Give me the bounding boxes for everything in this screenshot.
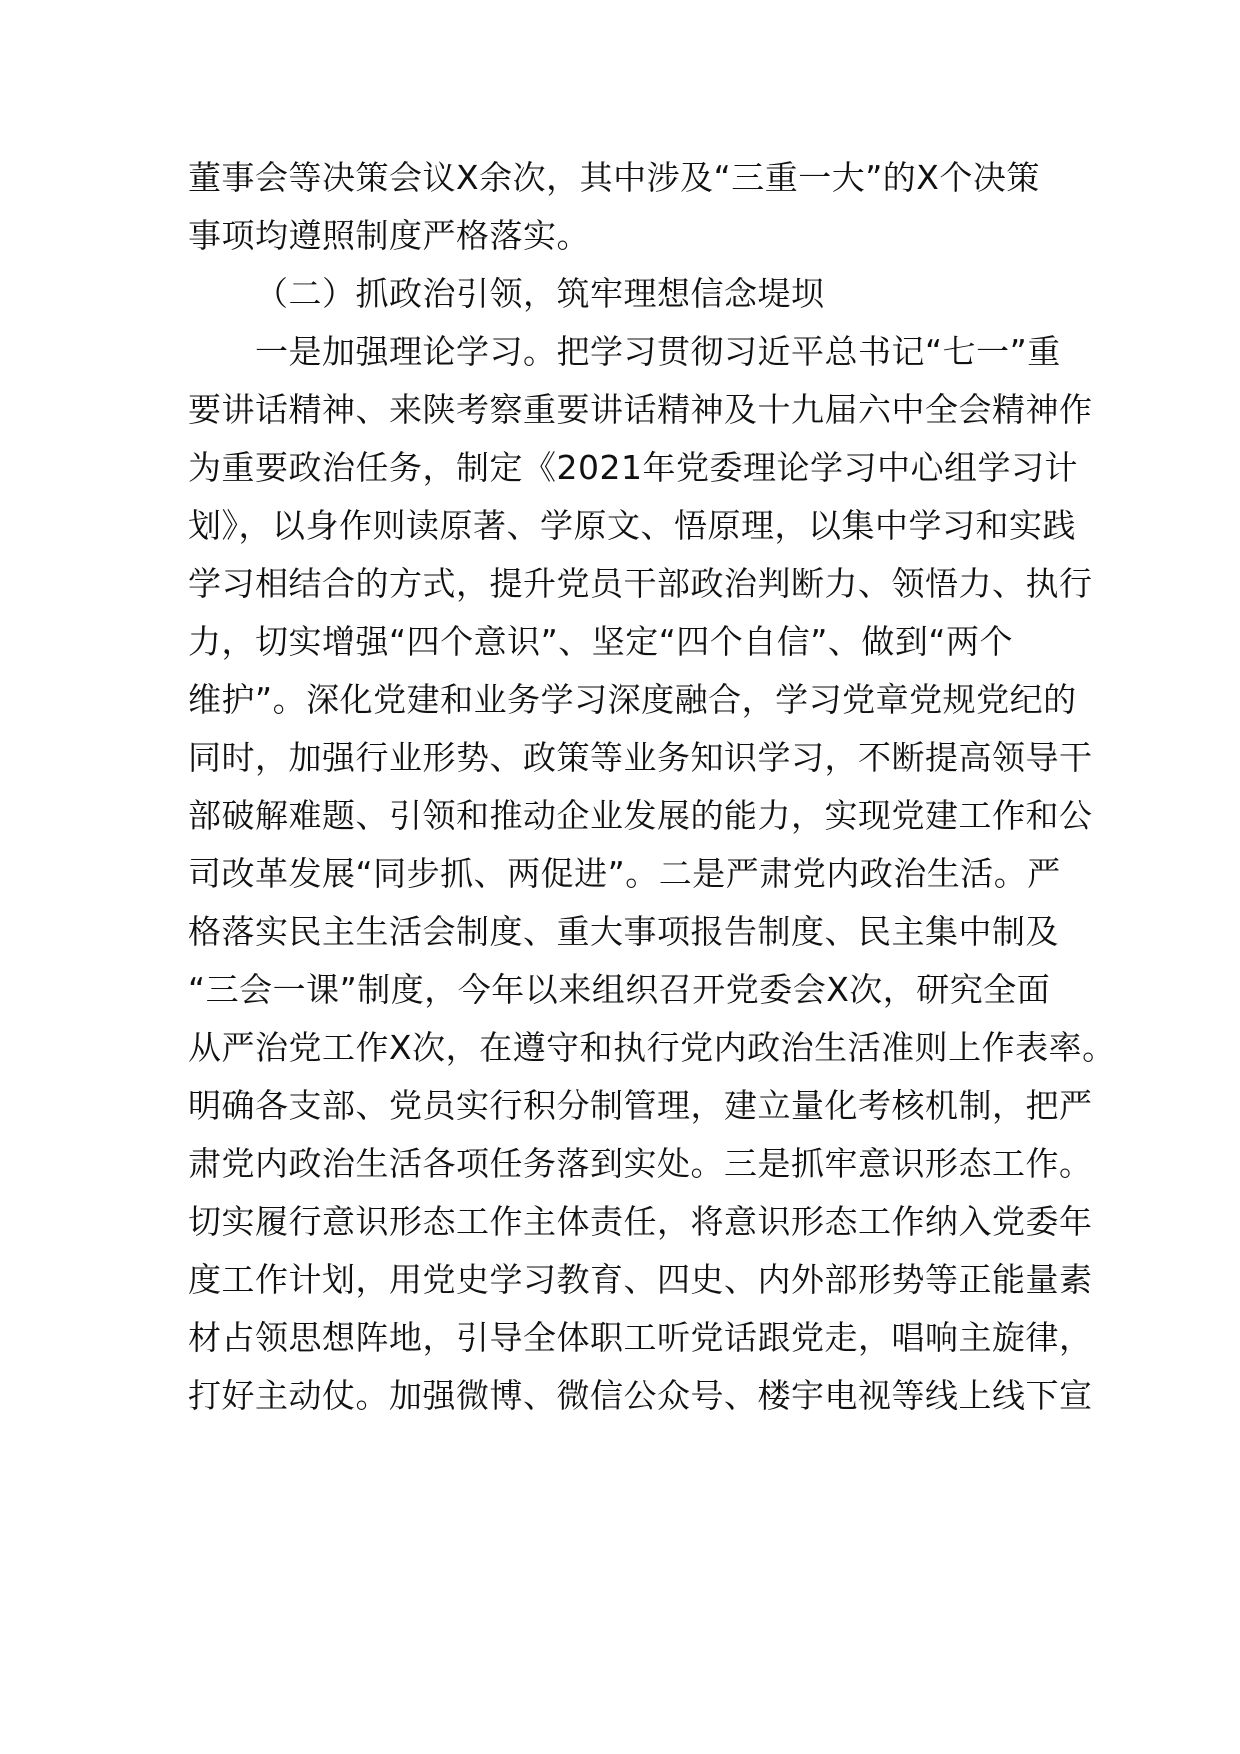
paragraph-first-line: 一是加强理论学习。把学习贯彻习近平总书记“七一”重	[255, 332, 1061, 371]
text-line: 打好主动仗。加强微博、微信公众号、楼宇电视等线上线下宣	[188, 1376, 1093, 1415]
text-line: 要讲话精神、来陕考察重要讲话精神及十九届六中全会精神作	[188, 390, 1093, 429]
text-line: “三会一课”制度，今年以来组织召开党委会X次，研究全面	[188, 970, 1051, 1009]
text-line: 材占领思想阵地，引导全体职工听党话跟党走，唱响主旋律，	[188, 1318, 1093, 1357]
text-line: 格落实民主生活会制度、重大事项报告制度、民主集中制及	[188, 912, 1059, 951]
text-line: 同时，加强行业形势、政策等业务知识学习，不断提高领导干	[188, 738, 1093, 777]
text-line: 事项均遵照制度严格落实。	[188, 216, 590, 255]
text-line: 从严治党工作X次，在遵守和执行党内政治生活准则上作表率。	[188, 1028, 1116, 1067]
text-line: 维护”。深化党建和业务学习深度融合，学习党章党规党纪的	[188, 680, 1077, 719]
section-heading: （二）抓政治引领，筑牢理想信念堤坝	[255, 274, 825, 313]
text-line: 为重要政治任务，制定《2021年党委理论学习中心组学习计	[188, 448, 1078, 487]
text-line: 度工作计划，用党史学习教育、四史、内外部形势等正能量素	[188, 1260, 1093, 1299]
text-line: 力，切实增强“四个意识”、坚定“四个自信”、做到“两个	[188, 622, 1013, 661]
text-line: 司改革发展“同步抓、两促进”。二是严肃党内政治生活。严	[188, 854, 1061, 893]
text-line: 明确各支部、党员实行积分制管理，建立量化考核机制，把严	[188, 1086, 1093, 1125]
text-line: 切实履行意识形态工作主体责任，将意识形态工作纳入党委年	[188, 1202, 1093, 1241]
text-line: 董事会等决策会议X余次，其中涉及“三重一大”的X个决策	[188, 158, 1040, 197]
text-line: 肃党内政治生活各项任务落到实处。三是抓牢意识形态工作。	[188, 1144, 1093, 1183]
text-line: 部破解难题、引领和推动企业发展的能力，实现党建工作和公	[188, 796, 1093, 835]
text-line: 划》，以身作则读原著、学原文、悟原理，以集中学习和实践	[188, 506, 1076, 545]
text-line: 学习相结合的方式，提升党员干部政治判断力、领悟力、执行	[188, 564, 1093, 603]
